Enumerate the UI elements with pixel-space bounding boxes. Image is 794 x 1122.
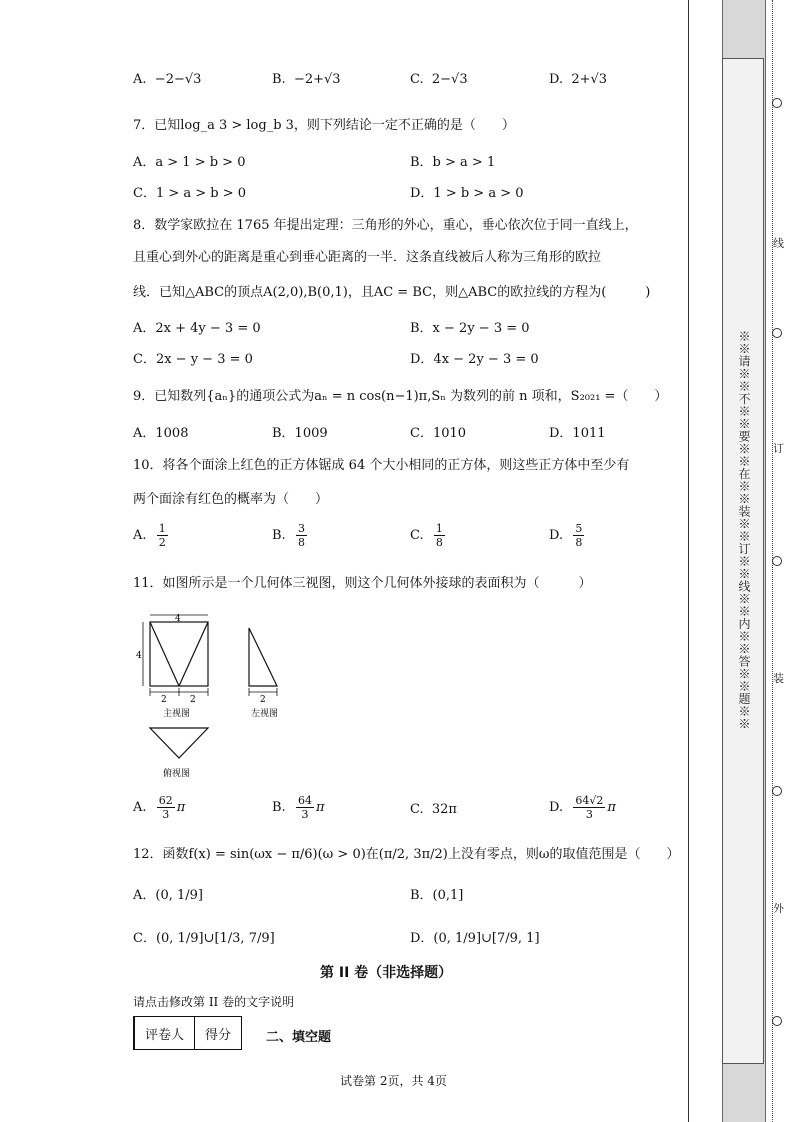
q11-option-d: D. $\frac{64√2}{3}$ π (549, 794, 616, 821)
page-footer: 试卷第 2页，共 4页 (340, 1074, 447, 1088)
bind-mark-wai: 外 (773, 902, 784, 915)
score-table (133, 1016, 242, 1050)
q12-stem: 12．函数f(x) = sin(ωx − π/6)(ω > 0)在(π/2, 3π/2)上没有零点，则ω的取值范围是（ ） (133, 847, 680, 862)
q10-option-c: C. $\frac{1}{8}$ (410, 522, 443, 549)
side-view-label: 左视图 (251, 709, 279, 719)
q10-option-d: D. $\frac{5}{8}$ (549, 522, 583, 549)
q9-option-d: D．1011 (549, 426, 606, 441)
bind-mark-zhuang: 装 (773, 672, 784, 685)
q7-option-c: C．1 > a > b > 0 (133, 186, 247, 201)
circle-mark-2 (772, 328, 782, 338)
q6-option-c: C. 2−√3 (410, 72, 468, 87)
q7-stem: 7．已知log_a 3 > log_b 3，则下列结论一定不正确的是（ ） (133, 118, 515, 133)
q9-option-b: B．1009 (272, 426, 328, 441)
q6-option-d: D. 2+√3 (549, 72, 608, 87)
q10-option-b: B. $\frac{3}{8}$ (272, 522, 305, 549)
q11-stem: 11．如图所示是一个几何体三视图，则这个几何体外接球的表面积为（ ） (133, 576, 592, 591)
top-view-label: 俯视图 (163, 769, 191, 779)
score-cell: 得分 (195, 1017, 242, 1050)
q12-option-b: B．(0,1] (410, 888, 464, 903)
circle-mark-4 (772, 786, 782, 796)
q7-option-a: A．a > 1 > b > 0 (133, 155, 246, 170)
q7-option-d: D．1 > b > a > 0 (410, 186, 524, 201)
q10-line2: 两个面涂有红色的概率为（ ） (133, 492, 329, 507)
dim-side: 2 (260, 695, 266, 705)
q12-option-d: D．(0, 1/9]∪[7/9, 1] (410, 931, 540, 946)
q8-option-d: D．4x − 2y − 3 = 0 (410, 352, 539, 367)
binding-warning: ※※请※※不※※要※※在※※装※※订※※线※※内※※答※※题※※ (737, 330, 751, 730)
q11-option-a: A. $\frac{62}{3}$ π (133, 794, 186, 821)
q12-option-a: A．(0, 1/9] (133, 888, 203, 903)
side-view-triangle (249, 628, 277, 686)
q10-option-a: A. $\frac{1}{2}$ (133, 522, 166, 549)
q9-stem: 9．已知数列{aₙ}的通项公式为aₙ = n cos(n−1)π,Sₙ 为数列的前 n 项和，S₂₀₂₁ =（ ） (133, 389, 668, 404)
q8-line1: 8．数学家欧拉在 1765 年提出定理：三角形的外心，重心，垂心依次位于同一直线上， (133, 218, 638, 233)
part-heading: 二、填空题 (266, 1030, 332, 1045)
section-note: 请点击修改第 II 卷的文字说明 (133, 995, 295, 1009)
q10-line1: 10．将各个面涂上红色的正方体锯成 64 个大小相同的正方体，则这些正方体中至少有 (133, 458, 630, 473)
q6-option-b: B. −2+√3 (272, 72, 341, 87)
bind-mark-ding: 订 (773, 442, 784, 455)
q6-option-a: A. −2−√3 (133, 72, 202, 87)
dim-bottom-1: 2 (161, 695, 167, 705)
q8-option-a: A．2x + 4y − 3 = 0 (133, 321, 261, 336)
q12-option-c: C．(0, 1/9]∪[1/3, 7/9] (133, 931, 275, 946)
q11-option-c: C. 32π (410, 802, 457, 817)
dim-top: 4 (175, 614, 181, 624)
q11-option-b: B. $\frac{64}{3}$ π (272, 794, 325, 821)
binding-line (688, 0, 689, 1122)
q7-option-b: B．b > a > 1 (410, 155, 496, 170)
front-view-label: 主视图 (163, 709, 191, 719)
circle-mark-3 (772, 556, 782, 566)
q8-option-b: B．x − 2y − 3 = 0 (410, 321, 530, 336)
top-view-triangle (150, 728, 208, 758)
q8-option-c: C．2x − y − 3 = 0 (133, 352, 253, 367)
q8-line2: 且重心到外心的距离是重心到垂心距离的一半．这条直线被后人称为三角形的欧拉 (133, 250, 602, 265)
grader-cell: 评卷人 (134, 1017, 195, 1050)
dim-left: 4 (136, 651, 142, 661)
three-view-diagram (134, 610, 294, 785)
circle-mark-5 (772, 1016, 782, 1026)
section-title: 第 II 卷（非选择题） (320, 965, 453, 981)
dim-bottom-2: 2 (190, 695, 196, 705)
circle-mark-1 (772, 98, 782, 108)
bind-mark-xian: 线 (773, 237, 784, 250)
q9-option-c: C．1010 (410, 426, 467, 441)
front-view-rect (150, 622, 208, 686)
q9-option-a: A．1008 (133, 426, 189, 441)
q8-line3: 线．已知△ABC的顶点A(2,0),B(0,1)，且AC = BC，则△ABC的欧拉线的方程为( ) (133, 285, 651, 300)
